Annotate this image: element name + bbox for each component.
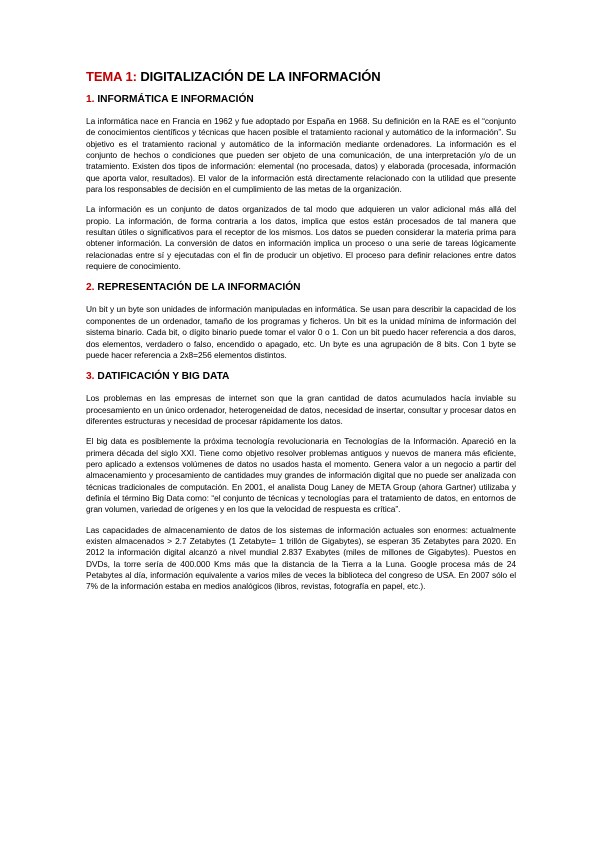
section-number: 1. [86, 94, 95, 105]
section-heading-3 [86, 370, 516, 383]
paragraph: Los problemas en las empresas de internet son que la gran cantidad de datos acumulados hacía inviable su procesamiento en un único ordenador, heterogeneidad de datos, necesidad de insertar, consultar y procesar datos en diferentes estructuras y necesidad de procesar rápidamente los datos. [86, 393, 516, 426]
paragraph: Un bit y un byte son unidades de información manipuladas en informática. Se usan para describir la capacidad de los componentes de un ordenador, tamaño de los programas y ficheros. Un bit es la unidad mínima de información del sistema binario. Cada bit, o dígito binario puede tomar el valor 0 o 1. Con un bit puedo hacer referencia a dos daros, dos elementos, verdadero o falso, encendido o apagado, etc. Un byte es una agrupación de 8 bits. Con 1 byte se puede hacer referencia a 2x8=256 elementos distintos. [86, 304, 516, 360]
section-heading-1 [86, 93, 516, 106]
section-number: 2. [86, 282, 95, 294]
paragraph: El big data es posiblemente la próxima tecnología revolucionaria en Tecnologías de la Información. Apareció en la primera década del siglo XXI. Tiene como objetivo resolver problemas antiguos y nuevos de manera más eficiente, pero aplicado a extensos volúmenes de datos no usados hasta el momento. Genera valor a un negocio a partir del almacenamiento y procesamiento de cantidades muy grandes de información digital que no puede ser analizada con técnicas tradicionales de computación. En 2001, el analista Doug Laney de META Group (ahora Gartner) utilizaba y definía el término Big Data como: “el conjunto de técnicas y tecnologías para el tratamiento de datos, en entornos de gran volumen, variedad de orígenes y en los que la velocidad de respuesta es crítica”. [86, 436, 516, 515]
page-title [86, 68, 516, 85]
section-heading-text: REPRESENTACIÓN DE LA INFORMACIÓN [97, 282, 301, 294]
section-number: 3. [86, 371, 95, 383]
paragraph: La información es un conjunto de datos organizados de tal modo que adquieren un valor adicional más allá del propio. La información, de forma contraria a los datos, implica que estos están procesados de tal manera que resultan útiles o significativos para el receptor de los mismos. Los datos se pueden considerar la materia prima para obtener información. La conversión de datos en información implica un proceso o una serie de tareas lógicamente relacionadas entre sí y ejecutadas con el fin de producir un objetivo. El proceso para definir relaciones entre datos requiere de conocimiento. [86, 204, 516, 272]
paragraph: La informática nace en Francia en 1962 y fue adoptado por España en 1968. Su definición en la RAE es el “conjunto de conocimientos científicos y técnicas que hacen posible el tratamiento racional y automático de la información”. Su objetivo es el tratamiento racional y automático de la información mediante ordenadores. La información es el conjunto de hechos o condiciones que pueden ser objeto de una comunicación, de una interpretación y/o de un tratamiento. Existen dos tipos de información: elemental (no procesada, datos) y elaborada (procesada, información que aporta valor, resultados). El valor de la información está directamente relacionado con la utilidad que presente para los responsables de decisión en el cumplimiento de las metas de la organización. [86, 116, 516, 195]
section-heading-2 [86, 281, 516, 294]
title-text: DIGITALIZACIÓN DE LA INFORMACIÓN [140, 69, 381, 84]
title-number: TEMA 1: [86, 69, 137, 84]
section-heading-text: DATIFICACIÓN Y BIG DATA [97, 371, 230, 383]
paragraph: Las capacidades de almacenamiento de datos de los sistemas de información actuales son enormes: actualmente existen almacenados > 2.7 Zetabytes (1 Zetabyte= 1 trillón de Gigabytes), se esperan 35 Zetabytes para 2020. En 2012 la información digital alcanzó a nivel mundial 2.837 Exabytes (miles de millones de Gigabytes). Puestos en DVDs, la torre sería de 400.000 Kms más que la distancia de la Tierra a la Luna. Google procesa más de 24 Petabytes al día, información equivalente a varios miles de veces la biblioteca del congreso de USA. En 2007 sólo el 7% de la información estaba en medios analógicos (libros, revistas, fotografía en papel, etc.). [86, 524, 516, 592]
section-heading-text: INFORMÁTICA E INFORMACIÓN [97, 94, 254, 105]
document-page [86, 68, 516, 602]
